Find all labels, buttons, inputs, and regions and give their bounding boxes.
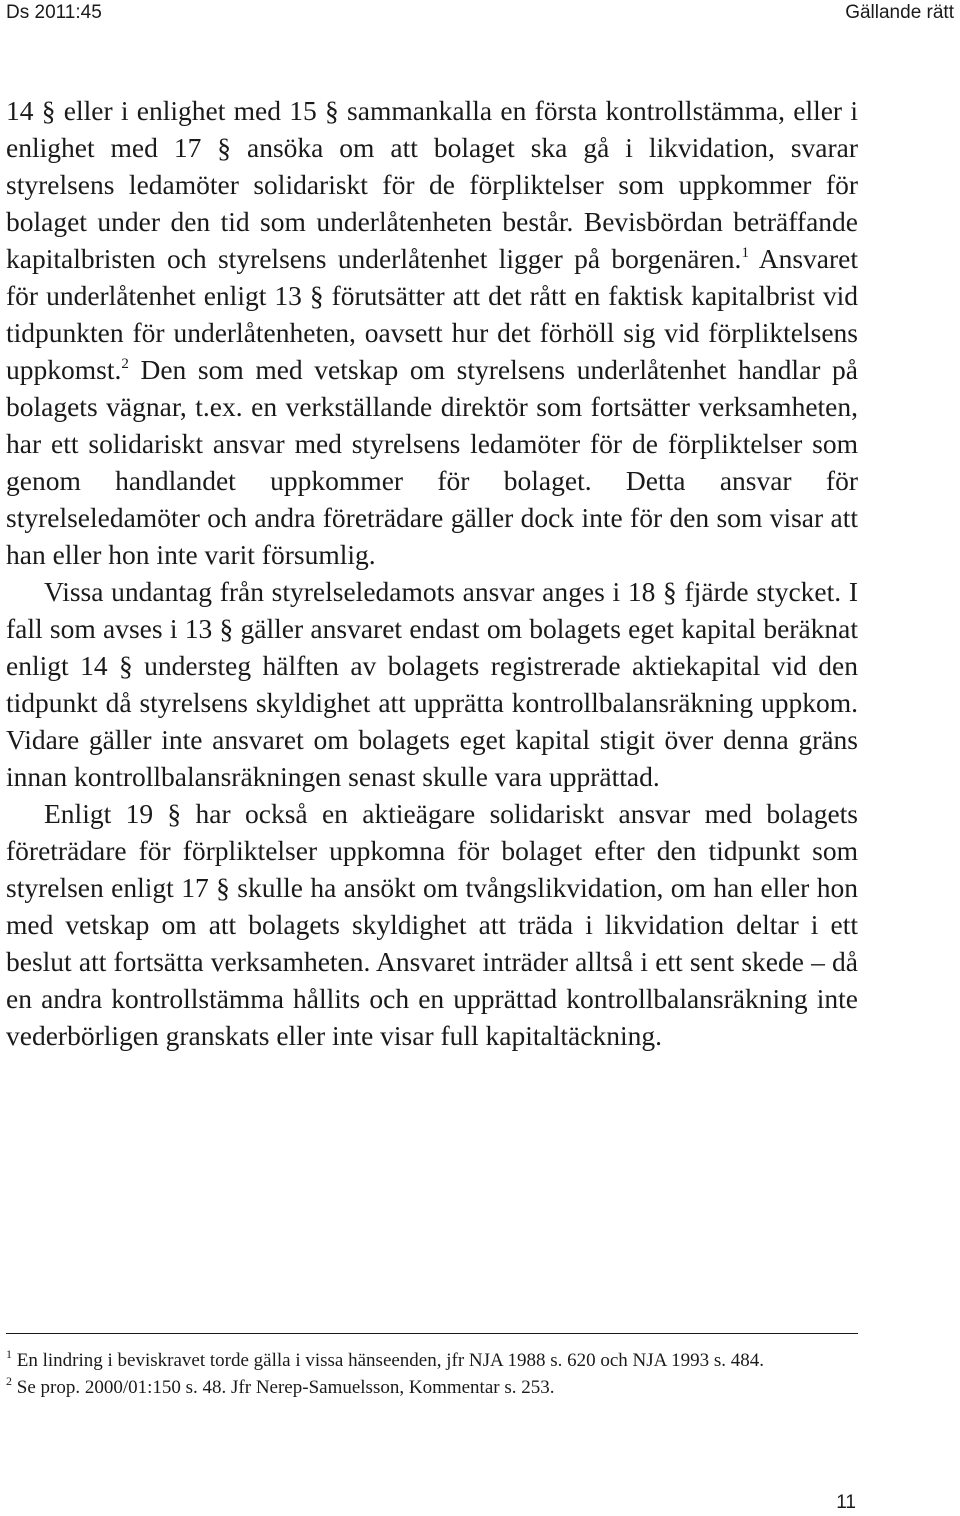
footnote-separator — [6, 1333, 858, 1334]
page-number: 11 — [836, 1492, 856, 1513]
text-run: Enligt 19 § har också en aktieägare solidariskt ansvar med bolagets företrädare för förpliktelser uppkomna för bolaget efter den tidpunkt som styrelsen enligt 17 § skulle ha ansökt om tvångslikvidation, om han eller hon med vetskap om att bolagets skyldighet att träda i likvidation deltar i ett beslut att fortsätta verksamheten. Ansvaret inträder alltså i ett sent skede – då en andra kontrollstämma hållits och en upprättad kontrollbalansräkning inte vederbörligen granskats eller inte visar full kapitaltäckning. — [6, 798, 858, 1051]
text-run: Den som med vetskap om styrelsens underlåtenhet handlar på bolagets vägnar, t.ex. en verkställande direktör som fortsätter verksamheten, har ett solidariskt ansvar med styrelsens ledamöter för de förpliktelser som genom handlandet uppkommer för bolaget. Detta ansvar för styrelseledamöter och andra företrädare gäller dock inte för den som visar att han eller hon inte varit försumlig. — [6, 354, 858, 570]
text-run: Vissa undantag från styrelseledamots ansvar anges i 18 § fjärde stycket. I fall som avses i 13 § gäller ansvaret endast om bolagets eget kapital beräknat enligt 14 § understeg hälften av bolagets registrerade aktiekapital vid den tidpunkt då styrelsens skyldighet att upprätta kontrollbalansräkning uppkom. Vidare gäller inte ansvaret om bolagets eget kapital stigit över denna gräns innan kontrollbalansräkningen senast skulle vara upprättad. — [6, 576, 858, 792]
section-title: Gällande rätt — [845, 2, 954, 23]
footnote-ref[interactable]: 2 — [121, 356, 129, 372]
footnote-1 — [6, 1347, 858, 1374]
footnotes — [6, 1347, 858, 1401]
footnote-text: Se prop. 2000/01:150 s. 48. Jfr Nerep-Samuelsson, Kommentar s. 253. — [12, 1377, 555, 1398]
footnote-ref[interactable]: 1 — [741, 245, 749, 261]
page-header — [0, 0, 960, 30]
paragraph-3 — [6, 795, 858, 1054]
body-text — [6, 92, 858, 1054]
footnote-marker: 1 — [6, 1347, 12, 1361]
text-run: Ansvaret för underlåtenhet enligt 13 § förutsätter att det rått en faktisk kapitalbrist vid tidpunkten för underlåtenheten, oavsett hur det förhöll sig vid förpliktelsens uppkomst. — [6, 243, 858, 385]
footnote-marker: 2 — [6, 1374, 12, 1388]
paragraph-1 — [6, 92, 858, 573]
footnote-text: En lindring i beviskravet torde gälla i vissa hänseenden, jfr NJA 1988 s. 620 och NJA 1993 s. 484. — [12, 1350, 764, 1371]
paragraph-2 — [6, 573, 858, 795]
footnote-2 — [6, 1374, 858, 1401]
text-run: 14 § eller i enlighet med 15 § sammankalla en första kontrollstämma, eller i enlighet med 17 § ansöka om att bolaget ska gå i likvidation, svarar styrelsens ledamöter solidariskt för de förpliktelser som uppkommer för bolaget under den tid som underlåtenheten består. Bevisbördan beträffande kapitalbristen och styrelsens underlåtenhet ligger på borgenären. — [6, 95, 858, 274]
document-id: Ds 2011:45 — [6, 2, 102, 23]
